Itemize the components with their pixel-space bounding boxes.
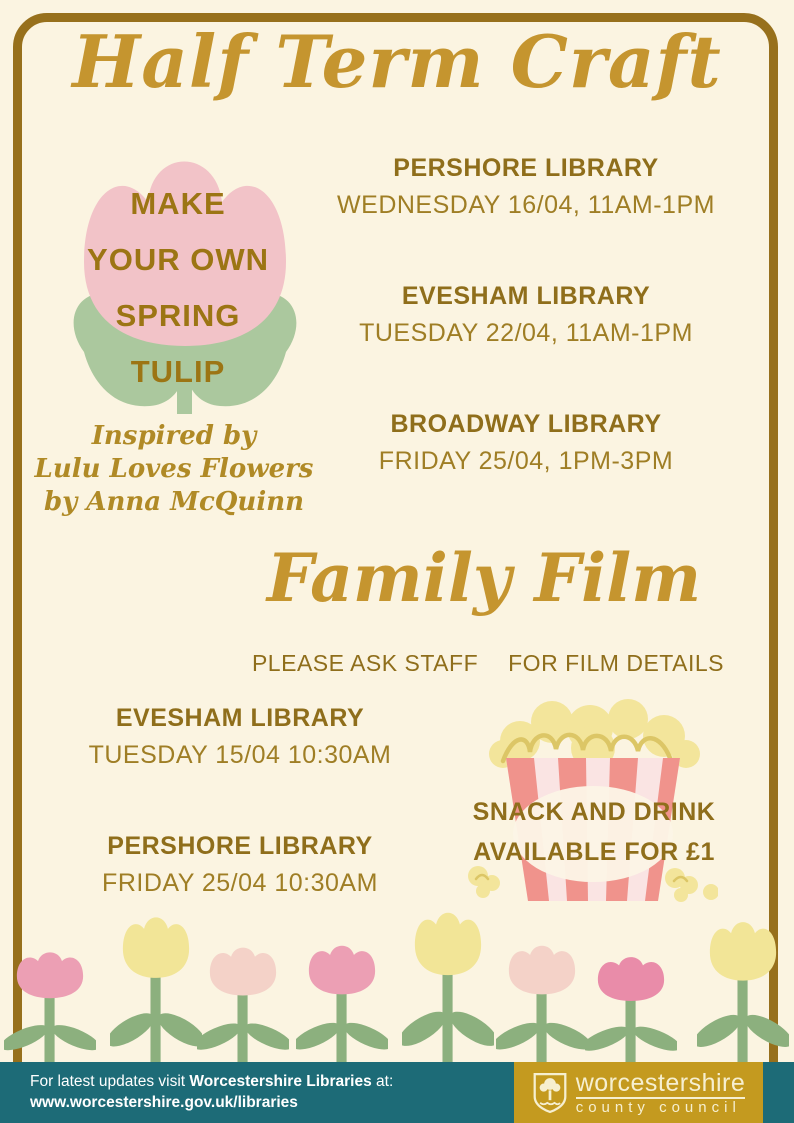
council-subtitle: county council bbox=[575, 1098, 741, 1116]
inspired-line: Inspired by bbox=[91, 421, 257, 451]
tulip-flower-icon bbox=[296, 939, 388, 1062]
tulip-flower-icon bbox=[585, 951, 677, 1062]
poster-title: Half Term Craft bbox=[72, 19, 722, 104]
inspired-line: by Anna McQuinn bbox=[43, 487, 305, 517]
tulip-flower-icon bbox=[110, 909, 202, 1062]
event-library: EVESHAM LIBRARY bbox=[115, 704, 365, 732]
event-datetime: WEDNESDAY 16/04, 11AM-1PM bbox=[337, 191, 715, 219]
footer-line1: For latest updates visit Worcestershire Libraries at: bbox=[30, 1073, 394, 1090]
event-datetime: TUESDAY 22/04, 11AM-1PM bbox=[359, 319, 693, 347]
film-subtitle-right: FOR FILM DETAILS bbox=[508, 650, 725, 676]
tulip-flower-icon bbox=[697, 914, 789, 1062]
event-library: PERSHORE LIBRARY bbox=[107, 832, 373, 860]
event-datetime: FRIDAY 25/04, 1PM-3PM bbox=[378, 447, 674, 475]
event-block bbox=[288, 278, 764, 352]
promo-line: MAKE bbox=[130, 186, 226, 221]
footer-updates-text bbox=[30, 1071, 393, 1113]
tulip-flower-icon bbox=[496, 939, 588, 1062]
event-library: PERSHORE LIBRARY bbox=[393, 154, 659, 182]
tulip-flower-icon bbox=[197, 941, 289, 1062]
tulip-flower-icon bbox=[402, 904, 494, 1062]
film-subtitle bbox=[188, 650, 788, 677]
event-datetime: TUESDAY 15/04 10:30AM bbox=[88, 741, 392, 769]
tulip-garden bbox=[0, 897, 794, 1062]
promo-line: TULIP bbox=[130, 354, 226, 389]
event-block bbox=[30, 700, 450, 774]
snack-note bbox=[432, 792, 756, 872]
council-crest-icon bbox=[532, 1071, 568, 1115]
film-subtitle-left: PLEASE ASK STAFF bbox=[251, 650, 479, 676]
event-library: BROADWAY LIBRARY bbox=[390, 410, 662, 438]
inspired-by-text bbox=[18, 420, 330, 519]
film-section-title: Family Film bbox=[266, 539, 702, 617]
footer-bar bbox=[0, 1062, 794, 1123]
event-block bbox=[288, 406, 764, 480]
inspired-line: Lulu Loves Flowers bbox=[34, 454, 314, 484]
council-logo bbox=[514, 1062, 763, 1123]
promo-line: YOUR OWN bbox=[87, 242, 269, 277]
council-name: worcestershire bbox=[575, 1068, 746, 1097]
council-wordmark bbox=[576, 1070, 746, 1116]
craft-events-list bbox=[288, 150, 764, 480]
event-block bbox=[30, 828, 450, 902]
event-datetime: FRIDAY 25/04 10:30AM bbox=[102, 869, 378, 897]
event-library: EVESHAM LIBRARY bbox=[401, 282, 651, 310]
film-events-list bbox=[30, 700, 450, 902]
tulip-flower-icon bbox=[4, 946, 96, 1062]
promo-line: SPRING bbox=[115, 298, 241, 333]
footer-libraries-name: Worcestershire Libraries bbox=[189, 1073, 372, 1090]
footer-url: www.worcestershire.gov.uk/libraries bbox=[30, 1094, 298, 1111]
craft-promo-text bbox=[26, 176, 330, 400]
snack-line: SNACK AND DRINK bbox=[472, 798, 716, 826]
snack-line: AVAILABLE FOR £1 bbox=[473, 838, 715, 866]
event-block bbox=[288, 150, 764, 224]
